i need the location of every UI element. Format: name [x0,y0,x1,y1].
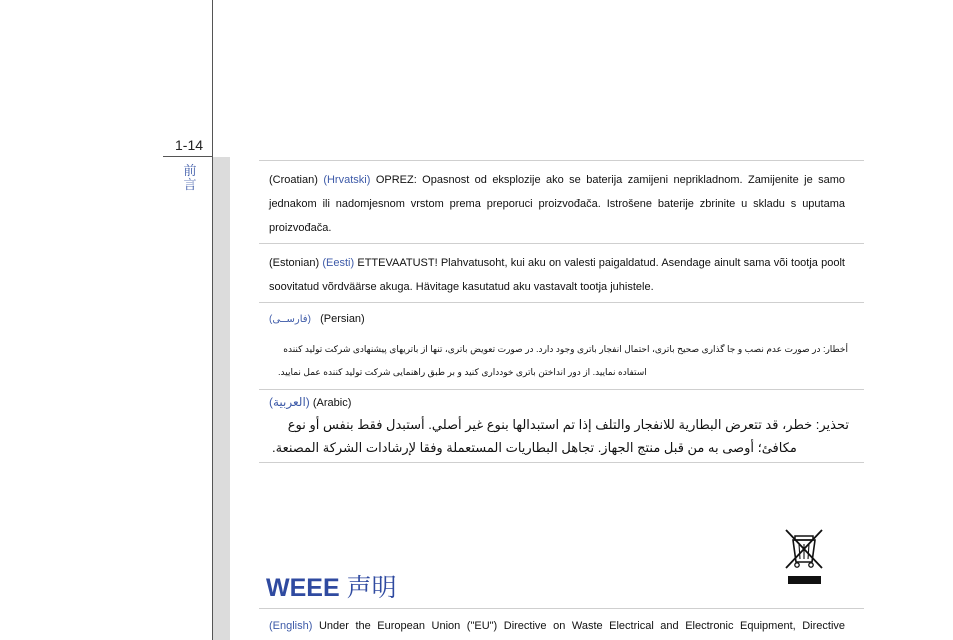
page-number: 1-14 [175,137,204,153]
paragraph-text: ETTEVAATUST! Plahvatusoht, kui aku on valesti paigaldatud. Asendage ainult sama või tootja poolt soovitatud võrdväärse akuga. Hävitage kasutatud aku vastavalt tootja juhistele. [269,257,845,293]
page-number-rule [163,156,213,157]
paragraph-text: OPREZ: Opasnost od eksplozije ako se baterija zamijeni neprikladnom. Zamijenite je samo jednakom ili nadomjesnom vrstom prema preporuci proizvođača. Istrošene baterije zbrinite u skladu s uputama proizvođača. [269,174,845,234]
weee-title-cn: 声明 [346,573,397,602]
lang-name: (Croatian) [269,174,318,186]
lang-native-name: (فارســی) [269,314,311,325]
lang-native-name: (Eesti) [322,257,355,269]
estonian-paragraph [269,251,845,299]
lang-name: (Persian) [320,313,365,325]
lang-name: (Arabic) [312,397,352,409]
persian-paragraph: أخطار: در صورت عدم نصب و جا گذاری صحیح باتری، احتمال انفجار باتری وجود دارد. در صورت تعویض باتری، تنها از باتریهای پیشنهادی شرکت تولید کننده استفاده نمایید. از دور انداختن باتری خودداری کنید و بر طبق راهنمایی شرکت تولید کننده عمل نمایید. [278,344,848,377]
divider [259,243,864,244]
paragraph-text: Under the European Union ("EU") Directive on Waste Electrical and Electronic Equipment, Directive [318,620,846,632]
persian-heading [269,312,848,327]
divider [259,462,864,463]
lang-native-name: (English) [269,620,313,632]
divider [259,608,864,609]
lang-name: (Estonian) [269,257,320,269]
croatian-paragraph [269,168,845,240]
lang-native-name: (العربية) [269,395,310,409]
weee-title: WEEE [266,574,340,602]
divider [259,302,864,303]
sidebar-strip [213,157,230,640]
lang-native-name: (Hrvatski) [323,174,371,186]
arabic-paragraph: تحذير: خطر، قد تتعرض البطارية للانفجار والتلف إذا تم استبدالها بنوع غير أصلي. أستبدل فقط بنفس أو نوع مكافئ؛ أوصى به من قبل منتج الجهاز. تجاهل البطاريات المستعملة وفقا لإرشادات الشركة المصنعة. [272,417,849,455]
weee-heading [266,568,397,604]
divider [259,389,864,390]
divider [259,160,864,161]
english-paragraph [269,617,845,635]
crossed-out-wheelie-bin-icon [784,528,824,586]
arabic-heading [269,394,848,411]
section-label: 前言 [183,164,197,193]
